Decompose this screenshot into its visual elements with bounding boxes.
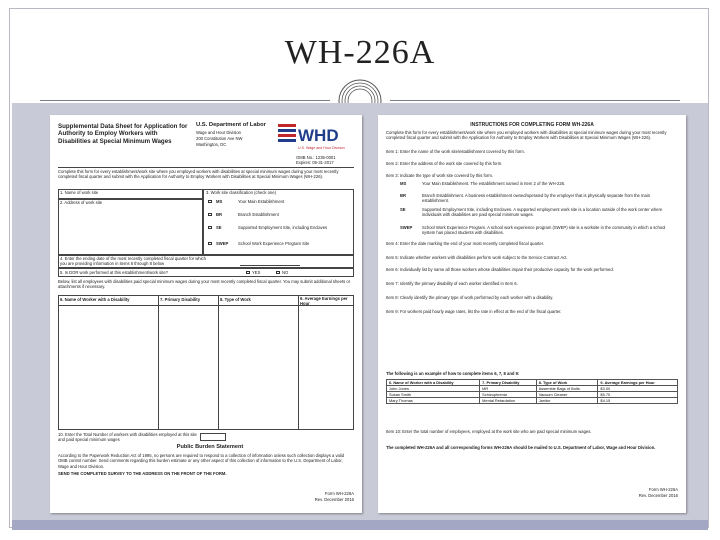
example-title: The following is an example of how to complete items 6, 7, 8 and 9: [386, 371, 520, 376]
instructions-intro: Complete this form for every establishment/work site where you employed workers with disabilities at special minimum wages during your most recently completed fiscal quarter and submit with the Application for Authority to Employ Workers with Disabilities at Special Minimum Wages (WH-226). [386, 130, 667, 141]
yes-checkbox[interactable] [246, 271, 250, 274]
col-divider [298, 295, 299, 430]
agency-name: U.S. Department of Labor [196, 122, 266, 128]
item-1: Item 1: Enter the name of the work site/establishment covered by this form. [386, 149, 525, 154]
code-br-text: Branch Establishment. A business establishment owned/operated by the employer that is physically separate from the main establishment. [422, 193, 651, 204]
item-3: Item 3: Indicate the type of work site covered by this form. [386, 173, 494, 178]
col-9-header: 9. Average Earnings per Hour [300, 296, 348, 307]
item-7: Item 7: Identify the primary disability of each worker identified in Item 6. [386, 281, 518, 286]
table-cell: Susan Smith [387, 392, 480, 398]
code-se: SE [400, 207, 406, 212]
item-9: Item 9: For workers paid hourly wage rates, list the rate in effect at the end of the fiscal quarter. [386, 309, 562, 314]
form-revision: Rev. December 2016 [314, 497, 354, 502]
section-note: Below, list all employees with disabilities paid special minimum wages during your most recently completed fiscal quarter. You may submit additional sheets or attachments if necessary. [58, 279, 351, 290]
code-ms: MS [400, 181, 407, 186]
worker-table[interactable] [58, 295, 354, 430]
col-divider [218, 295, 219, 430]
whd-logo [276, 121, 346, 153]
item-5: Item 5: Indicate whether workers with disabilities perform work subject to the Service Contract Act. [386, 255, 568, 260]
agency-sub: Wage and Hour Division [196, 130, 241, 135]
title-divider-right [390, 100, 680, 101]
address-line: 200 Constitution Ave NW [196, 136, 243, 141]
address-line: Washington, DC [196, 142, 227, 147]
table-cell: Mental Retardation [480, 398, 537, 404]
br-code: BR [216, 212, 223, 217]
field-2-box[interactable] [58, 199, 203, 255]
se-label: Supported Employment Site, including Enclaves [238, 225, 328, 230]
form-page [50, 115, 362, 513]
ms-label: Your Main Establishment [238, 199, 285, 204]
field-1-label: 1. Name of work site [60, 190, 99, 195]
item-4: Item 4: Enter the date marking the end of your most recently completed fiscal quarter. [386, 241, 545, 246]
example-header: 9. Average Earnings per Hour [598, 380, 678, 386]
no-label: NO [282, 270, 289, 275]
col-7-header: 7. Primary Disability [160, 297, 201, 302]
slide-title: WH-226A [284, 34, 436, 71]
table-cell: MR [480, 386, 537, 392]
br-label: Branch Establishment [238, 212, 279, 217]
example-table [386, 379, 678, 404]
burden-text: According to the Paperwork Reduction Act of 1995, no persons are required to respond to a collection of information unless such collection displays a valid OMB control number. Send comments regarding this burden estimate or any other aspect of this collection of information to the U.S. Department of Labor, Wage and Hour Division. [58, 453, 345, 469]
field-2-label: 2. Address of work site [60, 200, 103, 205]
bottom-bar [12, 520, 708, 530]
swep-label: School Work Experience Program Site [238, 241, 310, 246]
br-checkbox[interactable] [208, 213, 212, 216]
yes-label: YES [252, 270, 261, 275]
field-4-label: 4. Enter the ending date of the most recently completed fiscal quarter for which you are providing information in items 6 through 8 below [60, 256, 206, 267]
burden-title: Public Burden Statement [176, 444, 244, 450]
omb-number: OMB No.: 1235-0001 [296, 155, 336, 160]
item-10: Item 10: Enter the total number of employees, employed at the work site who are paid special minimum wages. [386, 429, 592, 434]
code-swep-text: School Work Experience Program. A school work experience program (SWEP) site is a worksite in the community in which a school system has placed students with disabilities. [422, 225, 666, 236]
date-line[interactable] [240, 265, 300, 266]
code-se-text: Supported Employment Site, including Enclaves. A supported employment work site is a location outside of the work center where individuals with disabilities are paid special minimum wages. [422, 207, 663, 218]
table-cell: Schizophrenia [480, 392, 537, 398]
no-checkbox[interactable] [276, 271, 280, 274]
item-2: Item 2: Enter the address of the work site covered by this form. [386, 161, 503, 166]
form-revision: Rev. December 2016 [638, 493, 678, 498]
form-number: Form WH-226A [648, 487, 678, 492]
ms-checkbox[interactable] [208, 200, 212, 203]
table-cell: $3.00 [598, 386, 678, 392]
rule [58, 167, 354, 168]
se-checkbox[interactable] [208, 226, 212, 229]
se-code: SE [216, 225, 222, 230]
example-header: 6. Name of Worker with a Disability [387, 380, 480, 386]
form-intro: Complete this form for every establishment/work site where you employed workers with disabilities at special minimum wages during your most recently completed fiscal quarter and submit with the Application for Authority to Employ Workers with Disabilities at Special Minimum Wages (WH-226). [58, 169, 339, 180]
instructions-heading: INSTRUCTIONS FOR COMPLETING FORM WH-226A [470, 122, 594, 128]
field-10-input[interactable] [200, 433, 226, 441]
instructions-page [378, 115, 686, 513]
item-6: Item 6: Individually list by name all those workers whose disabilities impair their productive capacity for the work performed. [386, 267, 614, 272]
table-cell: Mary Thomas [387, 398, 480, 404]
col-6-header: 6. Name of Worker with a Disability [60, 297, 130, 302]
col-divider [158, 295, 159, 430]
svg-text:U.S. Wage and Hour Division: U.S. Wage and Hour Division [298, 146, 345, 150]
example-header: 7. Primary Disability [480, 380, 537, 386]
code-swep: SWEP [400, 225, 413, 230]
form-number: Form WH-226A [324, 491, 354, 496]
field-5-label: 5. Is DOR work performed at this establishment/work site? [60, 270, 168, 275]
item-8: Item 8: Clearly identify the primary type of work performed by each worker with a disability. [386, 295, 554, 300]
svg-text:WHD: WHD [298, 126, 339, 145]
table-cell: John Jones [387, 386, 480, 392]
field-3-label: 3. Work site classification (check one) [206, 190, 276, 195]
col-8-header: 8. Type of Work [220, 297, 251, 302]
form-heading: Supplemental Data Sheet for Application for Authority to Employ Workers with Disabilities at Special Minimum Wages [58, 123, 188, 145]
table-cell: Vacuum Cleaner [536, 392, 598, 398]
code-br: BR [400, 193, 407, 198]
table-cell: $5.70 [598, 392, 678, 398]
table-row [387, 398, 678, 404]
burden-caps: SEND THE COMPLETED SURVEY TO THE ADDRESS ON THE FRONT OF THE FORM. [58, 471, 227, 476]
table-cell: Assemble Bags of Bolts [536, 386, 598, 392]
ms-code: MS [216, 199, 223, 204]
example-header: 8. Type of Work [536, 380, 598, 386]
content-panel [12, 103, 708, 520]
closing-text: The completed WH-226A and all corresponding forms WH-226A should be mailed to U.S. Department of Labor, Wage and Hour Division. [386, 445, 656, 450]
table-cell: $4.15 [598, 398, 678, 404]
title-divider-left [40, 100, 330, 101]
field-10-label: 10. Enter the Total Number of workers with disabilities employed at this site and paid special minimum wages [58, 432, 197, 443]
expires-date: Expires: 05-31-2017 [296, 160, 334, 165]
table-cell: Janitor [536, 398, 598, 404]
code-ms-text: Your Main Establishment. The establishment named in Item 2 of the WH-226. [422, 181, 566, 186]
swep-code: SWEP [216, 241, 229, 246]
swep-checkbox[interactable] [208, 242, 212, 245]
